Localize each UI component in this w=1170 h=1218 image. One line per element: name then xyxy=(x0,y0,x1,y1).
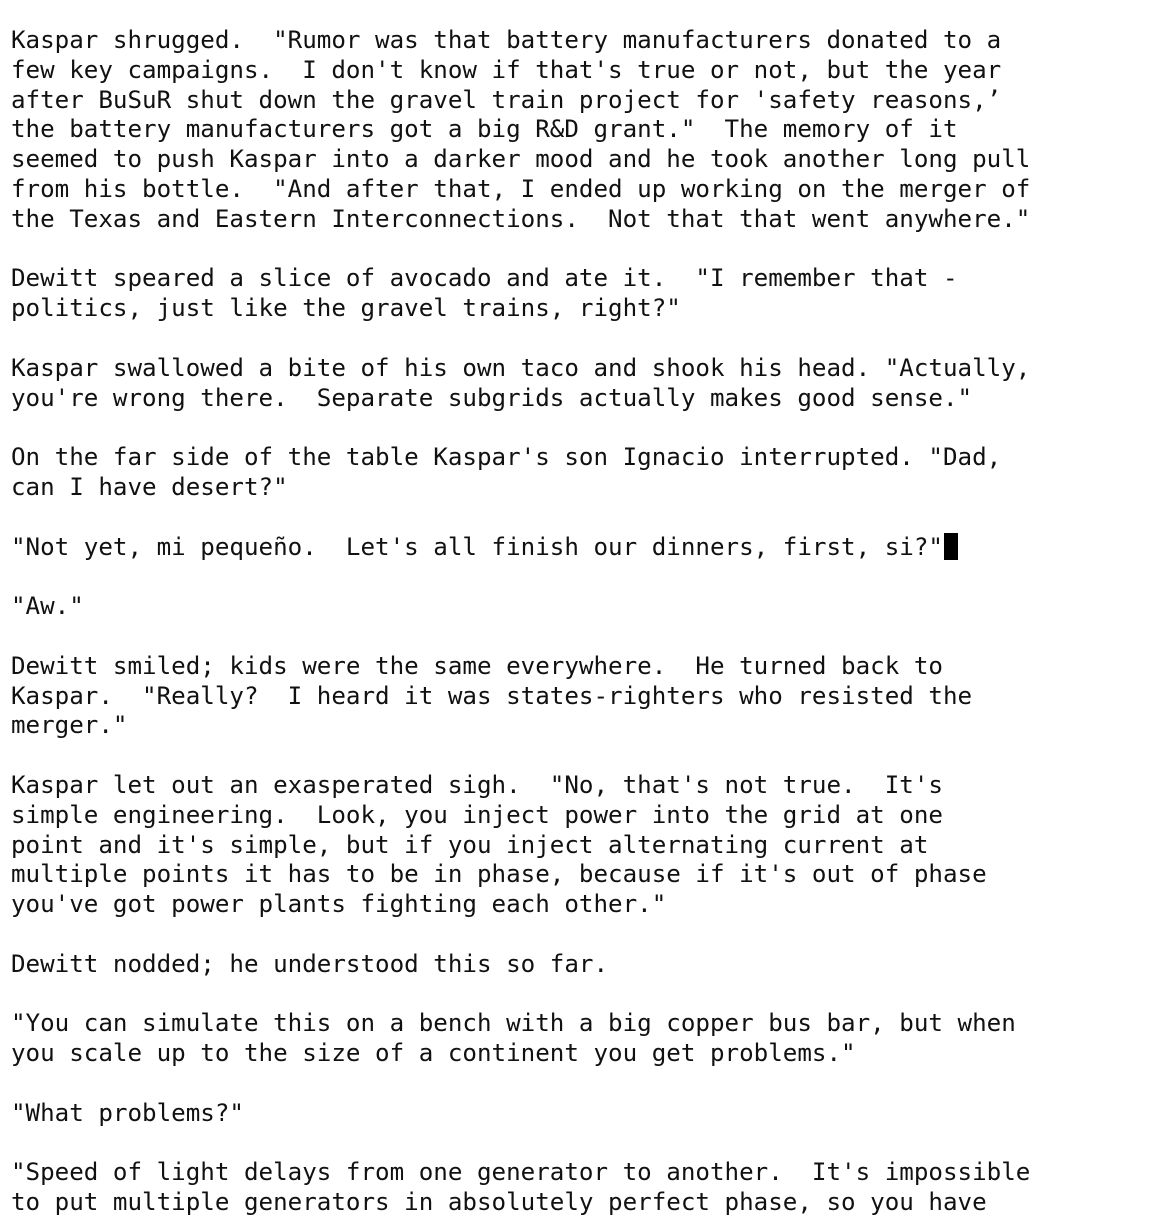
text-line xyxy=(11,1039,1161,1069)
blank-line xyxy=(11,741,1161,771)
text-line xyxy=(11,264,1161,294)
line-text: from his bottle. "And after that, I ended up working on the merger of xyxy=(11,174,1031,203)
line-text: On the far side of the table Kaspar's son Ignacio interrupted. "Dad, xyxy=(11,443,1002,472)
text-line xyxy=(11,205,1161,235)
line-text: "You can simulate this on a bench with a big copper bus bar, but when xyxy=(11,1009,1016,1038)
line-text: Kaspar let out an exasperated sigh. "No, that's not true. It's xyxy=(11,770,943,799)
line-text: seemed to push Kaspar into a darker mood and he took another long pull xyxy=(11,145,1031,174)
text-line xyxy=(11,384,1161,414)
line-text: Kaspar shrugged. "Rumor was that battery manufacturers donated to a xyxy=(11,26,1002,54)
text-line xyxy=(11,115,1161,145)
text-line xyxy=(11,145,1161,175)
line-text: "Speed of light delays from one generator to another. It's impossible xyxy=(11,1158,1031,1187)
text-line xyxy=(11,682,1161,712)
text-line xyxy=(11,831,1161,861)
text-line xyxy=(11,1188,1161,1218)
line-text: Kaspar. "Really? I heard it was states-righters who resisted the xyxy=(11,681,973,710)
line-text: "What problems?" xyxy=(11,1098,244,1127)
line-text: point and it's simple, but if you inject alternating current at xyxy=(11,830,929,859)
line-text: "Aw." xyxy=(11,592,84,621)
text-line xyxy=(11,354,1161,384)
text-line xyxy=(11,592,1161,622)
blank-line xyxy=(11,622,1161,652)
line-text: Dewitt speared a slice of avocado and ate it. "I remember that - xyxy=(11,264,958,293)
line-text: Dewitt nodded; he understood this so far. xyxy=(11,949,609,978)
text-line xyxy=(11,26,1161,56)
text-line xyxy=(11,1158,1161,1188)
line-text: after BuSuR shut down the gravel train project for 'safety reasons,’ xyxy=(11,85,1002,114)
blank-line xyxy=(11,980,1161,1010)
blank-line xyxy=(11,1069,1161,1099)
line-text: the battery manufacturers got a big R&D grant." The memory of it xyxy=(11,115,958,144)
text-line xyxy=(11,86,1161,116)
text-cursor xyxy=(944,533,958,560)
line-text: to put multiple generators in absolutely perfect phase, so you have xyxy=(11,1188,987,1217)
line-text: Dewitt smiled; kids were the same everywhere. He turned back to xyxy=(11,651,943,680)
line-text: can I have desert?" xyxy=(11,472,288,501)
line-text: politics, just like the gravel trains, right?" xyxy=(11,294,681,323)
line-text: Kaspar swallowed a bite of his own taco and shook his head. "Actually, xyxy=(11,353,1031,382)
blank-line xyxy=(11,503,1161,533)
text-line xyxy=(11,473,1161,503)
document-text[interactable] xyxy=(11,26,1161,1218)
text-line xyxy=(11,443,1161,473)
text-line xyxy=(11,652,1161,682)
text-line xyxy=(11,801,1161,831)
text-line xyxy=(11,1099,1161,1129)
text-line xyxy=(11,860,1161,890)
line-text: simple engineering. Look, you inject power into the grid at one xyxy=(11,800,943,829)
blank-line xyxy=(11,235,1161,265)
line-text: multiple points it has to be in phase, because if it's out of phase xyxy=(11,860,987,889)
text-line xyxy=(11,771,1161,801)
blank-line xyxy=(11,562,1161,592)
line-text: merger." xyxy=(11,711,128,740)
text-line xyxy=(11,950,1161,980)
line-text: "Not yet, mi pequeño. Let's all finish our dinners, first, si?" xyxy=(11,532,943,561)
text-line xyxy=(11,533,1161,563)
text-line xyxy=(11,711,1161,741)
text-line xyxy=(11,294,1161,324)
line-text: you're wrong there. Separate subgrids actually makes good sense." xyxy=(11,383,973,412)
text-line xyxy=(11,175,1161,205)
blank-line xyxy=(11,920,1161,950)
line-text: you scale up to the size of a continent you get problems." xyxy=(11,1039,856,1068)
text-line xyxy=(11,56,1161,86)
blank-line xyxy=(11,1128,1161,1158)
line-text: the Texas and Eastern Interconnections. Not that that went anywhere." xyxy=(11,204,1031,233)
line-text: you've got power plants fighting each other." xyxy=(11,890,667,919)
text-line xyxy=(11,890,1161,920)
blank-line xyxy=(11,324,1161,354)
blank-line xyxy=(11,413,1161,443)
text-line xyxy=(11,1009,1161,1039)
line-text: few key campaigns. I don't know if that's true or not, but the year xyxy=(11,55,1002,84)
